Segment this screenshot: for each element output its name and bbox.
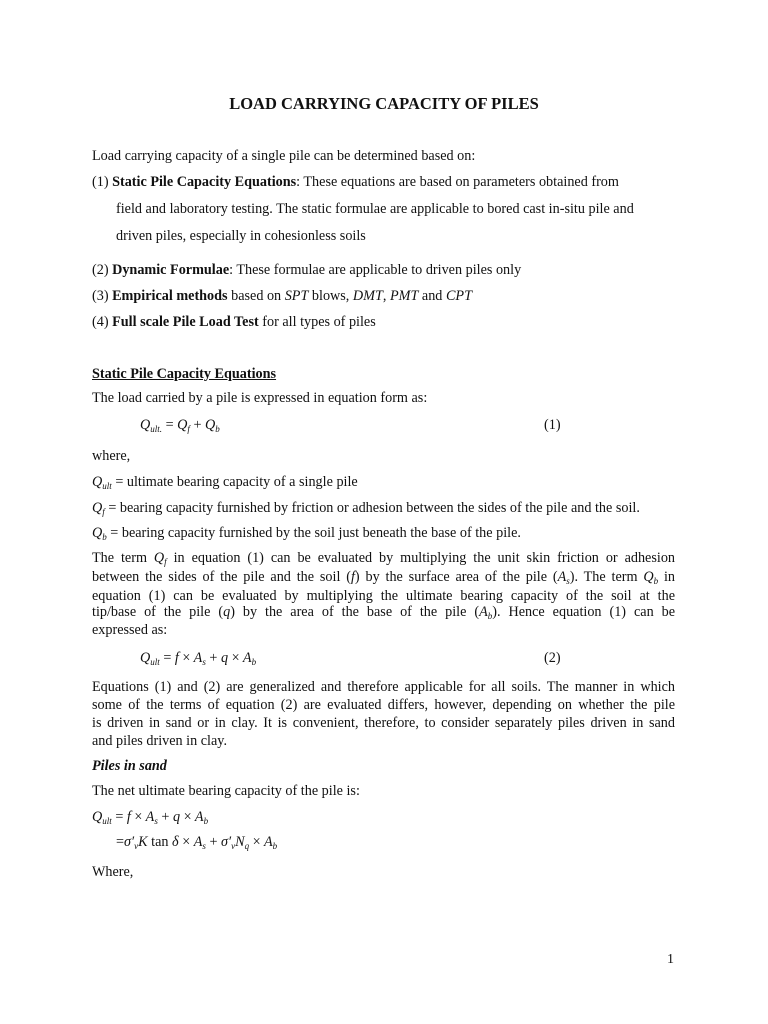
definition-qb: $Q_b$ = bearing capacity furnished by the soil just beneath the base of the pile. [92, 525, 521, 542]
page-title: LOAD CARRYING CAPACITY OF PILES [229, 94, 539, 113]
where-label-2: Where, [92, 864, 134, 880]
list-item-2: (2) Dynamic Formulae: These formulae are applicable to driven piles only [92, 262, 522, 278]
general-paragraph-line-4: and piles driven in clay. [92, 733, 228, 749]
load-paragraph: The load carried by a pile is expressed in equation form as: [92, 390, 428, 406]
general-paragraph-line-1: Equations (1) and (2) are generalized and therefore applicable for all soils. The manner in which [92, 679, 675, 695]
net-capacity-paragraph: The net ultimate bearing capacity of the pile is: [92, 783, 360, 799]
equation-1: $Q_{ult.} = Q_f + Q_b$ [140, 417, 220, 434]
equation-2: $Q_{ult} = f \times A_s + q \times A_b$ [140, 650, 257, 667]
term-paragraph-line-3: equation (1) can be evaluated by multiplying the ultimate bearing capacity of the soil at the [92, 588, 675, 604]
list-item-4: (4) Full scale Pile Load Test for all types of piles [92, 314, 376, 330]
general-paragraph-line-3: is driven in sand or in clay. It is convenient, therefore, to consider separately piles driven in sand [92, 715, 675, 731]
list-item-3: (3) Empirical methods based on SPT blows, DMT, PMT and CPT [92, 288, 472, 304]
equation-2-number: (2) [544, 650, 561, 666]
list-item-3-heading: Empirical methods [112, 288, 228, 304]
equation-3-line-1: $Q_{ult} = f \times A_s + q \times A_b$ [92, 809, 209, 826]
list-item-4-heading: Full scale Pile Load Test [112, 314, 259, 330]
term-paragraph-line-2: between the sides of the pile and the soil (f) by the surface area of the pile $(A_s)$. The term $Q_b$ in [92, 569, 675, 586]
subsection-heading: Piles in sand [92, 758, 167, 774]
page-number: 1 [667, 952, 674, 967]
list-item-1-line-2: field and laboratory testing. The static formulae are applicable to bored cast in-situ pile and [116, 201, 634, 217]
list-item-1: (1) Static Pile Capacity Equations: These equations are based on parameters obtained from [92, 174, 619, 190]
list-item-1-line-3: driven piles, especially in cohesionless soils [116, 228, 366, 244]
list-item-2-heading: Dynamic Formulae [112, 262, 230, 278]
where-label: where, [92, 448, 131, 464]
term-paragraph-line-1: The term $Q_f$ in equation (1) can be evaluated by multiplying the unit skin friction or adhesion [92, 550, 676, 567]
section-heading: Static Pile Capacity Equations [92, 366, 277, 382]
term-paragraph-line-4: tip/base of the pile (q) by the area of the base of the pile $(A_b)$. Hence equation (1) can be [92, 604, 676, 621]
general-paragraph-line-2: some of the terms of equation (2) are evaluated differs, however, depending on whether the pile [92, 697, 675, 713]
equation-3-line-2: $=\sigma'_vK$ $\tan \delta \times A_s + \sigma'_vN_q \times A_b$ [116, 834, 278, 851]
equation-1-number: (1) [544, 417, 561, 433]
term-paragraph-line-5: expressed as: [92, 622, 168, 638]
definition-qf: $Q_f$ = bearing capacity furnished by friction or adhesion between the sides of the pile and the soil. [92, 500, 640, 517]
list-item-1-heading: Static Pile Capacity Equations [112, 174, 297, 190]
intro-paragraph: Load carrying capacity of a single pile can be determined based on: [92, 148, 476, 164]
definition-qult: $Q_{ult}$ = ultimate bearing capacity of a single pile [92, 474, 358, 491]
